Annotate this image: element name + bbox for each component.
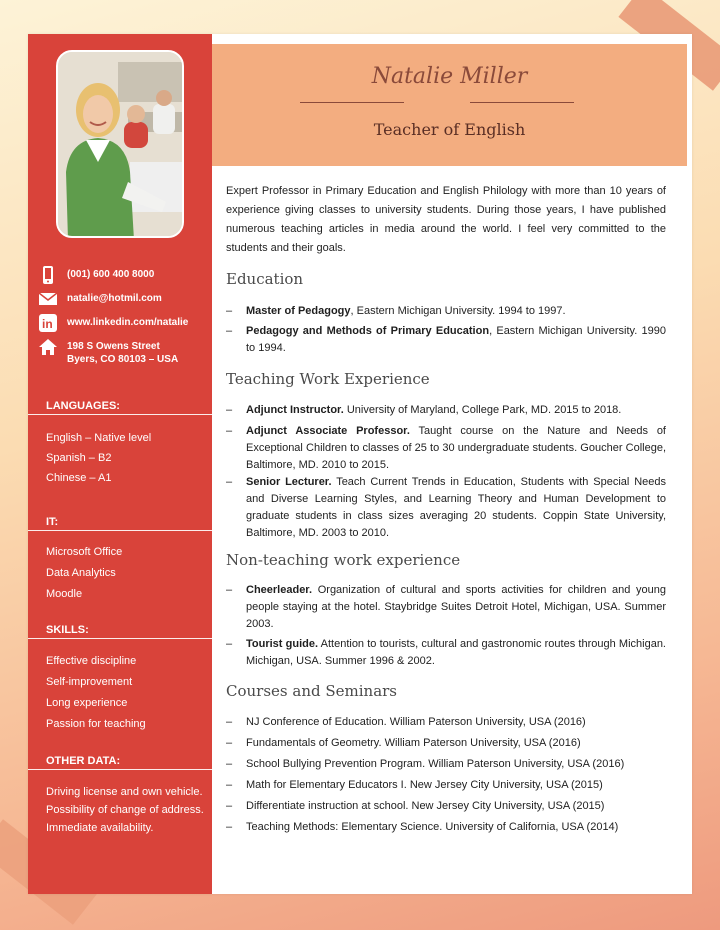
education-heading: Education <box>226 270 304 288</box>
address <box>67 338 178 366</box>
language-item: Spanish – B2 <box>46 452 112 464</box>
nonteaching-item <box>226 582 666 633</box>
address-line-1: 198 S Owens Street <box>67 341 160 352</box>
other-data-item: Driving license and own vehicle. <box>46 786 203 798</box>
other-data-item: Immediate availability. <box>46 822 154 834</box>
profile-summary: Expert Professor in Primary Education and English Philology with more than 10 years of experience giving classes to university students. During those years, I have published numerous teaching articles in media around the world. I feel very committed to the students and their goals. <box>226 185 666 254</box>
it-list <box>46 545 206 604</box>
teaching-detail: University of Maryland, College Park, MD. 2015 to 2018. <box>343 404 622 416</box>
languages-heading: LANGUAGES: <box>28 400 212 415</box>
profile-photo <box>56 50 184 238</box>
job-title: Teacher of English <box>373 120 526 139</box>
teaching-detail: Teach Current Trends in Education, Students with Special Needs and Diverse Learning Styles, and Learning Theory and Human Development to graduate students in class sizes averaging 20 students. Coppin State University, Baltimore, MD. 2003 to 2010. <box>246 476 666 539</box>
sidebar <box>28 34 212 894</box>
address-line-2: Byers, CO 80103 – USA <box>67 354 179 365</box>
skills-heading: SKILLS: <box>28 624 212 639</box>
linkedin-url[interactable]: www.linkedin.com/natalie <box>67 317 189 328</box>
list-dash: – <box>226 779 233 791</box>
list-dash: – <box>226 476 233 488</box>
course-text: Fundamentals of Geometry. William Paterson University, USA (2016) <box>246 737 581 749</box>
teaching-role: Adjunct Associate Professor. <box>246 425 410 437</box>
nonteaching-detail: Attention to tourists, cultural and gastronomic routes through Michigan. Michigan, USA. Summer 1996 & 2002. <box>246 638 666 667</box>
teaching-heading: Teaching Work Experience <box>226 370 430 388</box>
course-item <box>226 735 666 752</box>
nonteaching-role: Cheerleader. <box>246 584 313 596</box>
education-detail: , Eastern Michigan University. 1994 to 1997. <box>350 305 566 317</box>
teaching-role: Adjunct Instructor. <box>246 404 344 416</box>
other-data-item: Possibility of change of address. <box>46 804 204 816</box>
list-dash: – <box>226 737 233 749</box>
teaching-list <box>226 402 666 542</box>
course-text: NJ Conference of Education. William Paterson University, USA (2016) <box>246 716 586 728</box>
course-text: School Bullying Prevention Program. William Paterson University, USA (2016) <box>246 758 625 770</box>
candidate-name: Natalie Miller <box>371 64 528 89</box>
other-data-list <box>46 785 206 839</box>
list-dash: – <box>226 800 233 812</box>
courses-heading: Courses and Seminars <box>226 682 397 700</box>
languages-list <box>46 431 206 491</box>
teaching-item <box>226 474 666 542</box>
skill-item: Self-improvement <box>46 676 133 688</box>
list-dash: – <box>226 425 233 437</box>
teaching-item <box>226 423 666 474</box>
course-text: Differentiate instruction at school. New Jersey City University, USA (2015) <box>246 800 605 812</box>
email-address[interactable]: natalie@hotmil.com <box>67 293 162 304</box>
list-dash: – <box>226 638 233 650</box>
linkedin-icon <box>38 314 58 332</box>
list-dash: – <box>226 716 233 728</box>
education-detail: , Eastern Michigan University. 1990 to 1994. <box>246 325 666 354</box>
skill-item: Effective discipline <box>46 655 137 667</box>
list-dash: – <box>226 821 233 833</box>
phone-icon <box>38 266 58 284</box>
skill-item: Passion for teaching <box>46 718 146 730</box>
nonteaching-role: Tourist guide. <box>246 638 319 650</box>
mail-icon <box>38 290 58 308</box>
education-list <box>226 303 666 357</box>
nonteaching-item <box>226 636 666 670</box>
skills-list <box>46 654 206 734</box>
skill-item: Long experience <box>46 697 128 709</box>
teaching-detail: Taught course on the Nature and Needs of Exceptional Children to classes of 25 to 30 undergraduate students. Goucher College, Baltimore, MD. 2010 to 2015. <box>246 425 666 471</box>
contact-address <box>38 338 208 372</box>
it-item: Data Analytics <box>46 567 116 579</box>
nonteaching-detail: Organization of cultural and sports activities for children and young people staying at the hotel. Staybridge Suites Detroit Hotel, Michigan, USA. Summer 2003. <box>246 584 666 630</box>
svg-text:in: in <box>42 317 53 331</box>
list-dash: – <box>226 305 233 317</box>
course-item <box>226 756 666 773</box>
header-rule-right <box>470 102 574 103</box>
nonteaching-heading: Non-teaching work experience <box>226 551 461 569</box>
course-item <box>226 777 666 794</box>
language-item: Chinese – A1 <box>46 472 112 484</box>
list-dash: – <box>226 404 233 416</box>
education-degree: Pedagogy and Methods of Primary Education <box>246 325 490 337</box>
language-item: English – Native level <box>46 432 152 444</box>
education-degree: Master of Pedagogy <box>246 305 351 317</box>
list-dash: – <box>226 584 233 596</box>
course-item <box>226 819 666 836</box>
education-item <box>226 303 666 320</box>
it-heading: IT: <box>28 516 212 531</box>
list-dash: – <box>226 758 233 770</box>
contact-email <box>38 290 208 314</box>
education-item <box>226 323 666 357</box>
course-item <box>226 798 666 815</box>
nonteaching-list <box>226 582 666 670</box>
phone-number: (001) 600 400 8000 <box>67 269 155 280</box>
contact-phone <box>38 266 208 290</box>
it-item: Microsoft Office <box>46 546 123 558</box>
teaching-role: Senior Lecturer. <box>246 476 332 488</box>
list-dash: – <box>226 325 233 337</box>
teaching-item <box>226 402 666 419</box>
contact-linkedin <box>38 314 208 338</box>
course-text: Teaching Methods: Elementary Science. University of California, USA (2014) <box>246 821 619 833</box>
courses-list <box>226 714 666 836</box>
course-item <box>226 714 666 731</box>
it-item: Moodle <box>46 588 83 600</box>
course-text: Math for Elementary Educators I. New Jersey City University, USA (2015) <box>246 779 603 791</box>
header-band <box>212 44 687 166</box>
header-rule-left <box>300 102 404 103</box>
other-data-heading: OTHER DATA: <box>28 755 212 770</box>
contact-info <box>38 266 208 372</box>
home-icon <box>38 338 58 356</box>
